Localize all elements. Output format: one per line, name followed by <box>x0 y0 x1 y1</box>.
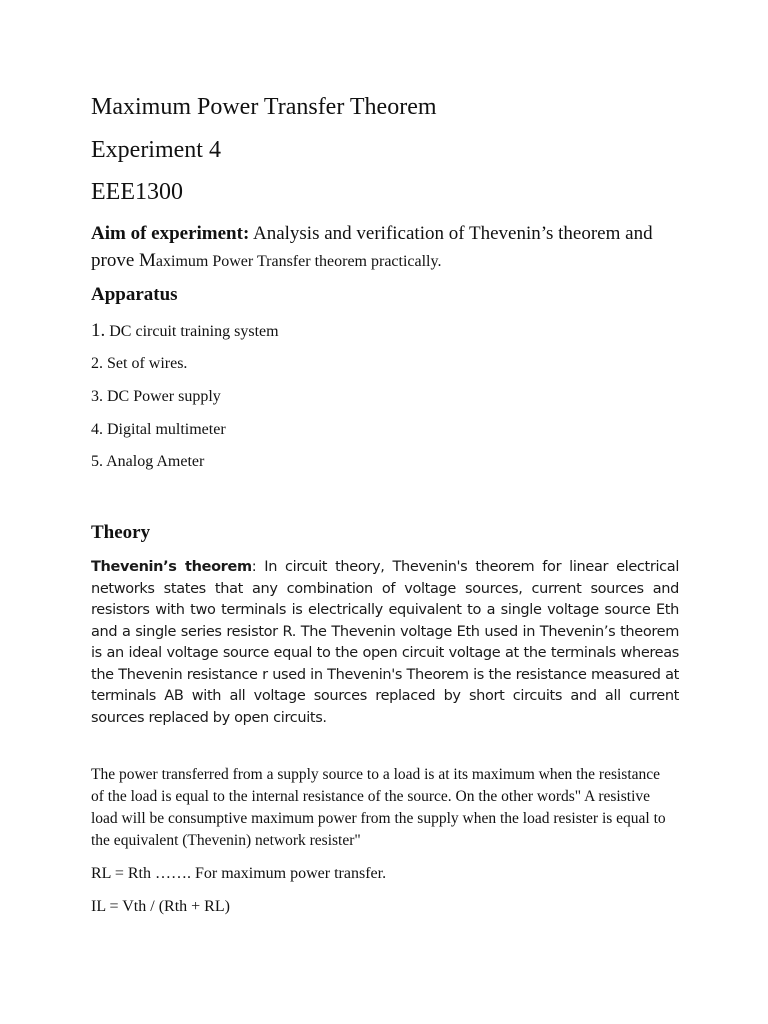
theory-heading: Theory <box>91 522 151 543</box>
formula-condition: RL = Rth ……. For maximum power transfer. <box>91 865 387 882</box>
experiment-number: Experiment 4 <box>91 137 221 163</box>
apparatus-item: 1. DC circuit training system <box>91 320 279 341</box>
aim-text-small: aximum Power Transfer theorem practically. <box>155 253 442 270</box>
max-power-paragraph: The power transferred from a supply source to a load is at its maximum when the resistance of the load is equal to the internal resistance of the source. On the other words" A resistive load will be consumptive maximum power from the supply when the load resister is equal to the equivalent (Thevenin) network resister" <box>91 766 666 849</box>
document-title: Maximum Power Transfer Theorem <box>91 94 437 120</box>
thevenin-definition: : In circuit theory, Thevenin's theorem for linear electrical networks states that any combination of voltage sources, current sources and resistors with two terminals is electrically equivalent to a single voltage source Eth and a single series resistor R. The Thevenin voltage Eth used in Thevenin’s theorem is an ideal voltage source equal to the open circuit voltage at the terminals whereas the Thevenin resistance r used in Thevenin's Theorem is the resistance measured at terminals AB with all voltage sources replaced by short circuits and all current sources replaced by open circuits. <box>91 559 679 726</box>
apparatus-item: 4. Digital multimeter <box>91 421 226 438</box>
aim-text: Analysis and verification of Thevenin’s theorem and prove M <box>91 223 653 271</box>
apparatus-item: 2. Set of wires. <box>91 355 188 372</box>
formula-current: IL = Vth / (Rth + RL) <box>91 898 230 915</box>
aim-paragraph <box>91 220 691 275</box>
thevenin-paragraph <box>91 557 679 729</box>
course-code: EEE1300 <box>91 179 183 205</box>
apparatus-item: 3. DC Power supply <box>91 388 221 405</box>
thevenin-term: Thevenin’s theorem <box>91 559 252 575</box>
aim-label: Aim of experiment: <box>91 223 250 244</box>
apparatus-item: 5. Analog Ameter <box>91 453 205 470</box>
apparatus-heading: Apparatus <box>91 284 178 305</box>
